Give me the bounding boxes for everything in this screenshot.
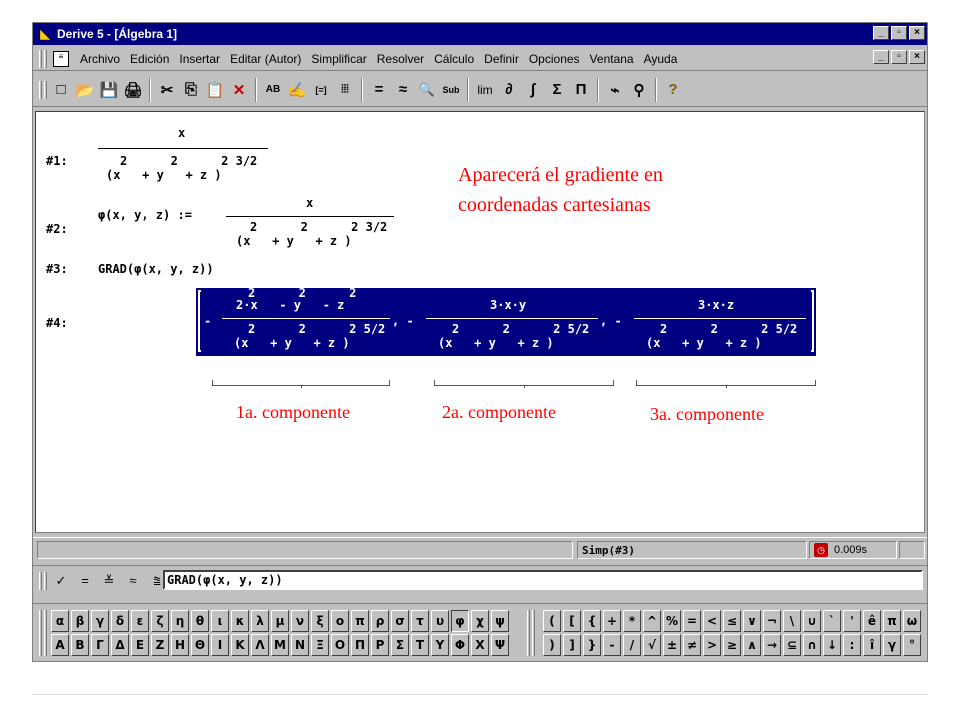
toolbar — [33, 73, 927, 107]
math-symbol-0-17-button[interactable]: π — [883, 610, 901, 632]
doc-minimize-button[interactable]: _ — [873, 50, 889, 64]
greek-symbol-0-14-button[interactable]: ο — [331, 610, 349, 632]
greek-symbol-0-11-button[interactable]: μ — [271, 610, 289, 632]
expr4-selected-result[interactable] — [196, 288, 816, 356]
greek-symbol-1-17-button[interactable]: Σ — [391, 634, 409, 656]
greek-symbol-1-20-button[interactable]: Φ — [451, 634, 469, 656]
comp3-den-exponents: 2 2 2 5/2 — [660, 322, 798, 336]
greek-symbol-1-7-button[interactable]: Θ — [191, 634, 209, 656]
enter-approximate-2-icon[interactable]: ⩰ — [153, 572, 161, 588]
greek-symbol-1-22-button[interactable]: Ψ — [491, 634, 509, 656]
comp1-num-exponents: 2 2 2 — [248, 286, 357, 300]
greek-symbol-1-10-button[interactable]: Λ — [251, 634, 269, 656]
menu-resolver[interactable]: Resolver — [376, 51, 425, 66]
greek-symbol-0-7-button[interactable]: θ — [191, 610, 209, 632]
expression-label-3[interactable]: #3: — [46, 262, 68, 276]
help-icon[interactable]: ? — [668, 81, 678, 98]
expression-label-1[interactable]: #1: — [46, 154, 68, 168]
status-extra — [899, 541, 925, 559]
math-symbol-1-12-button[interactable]: ⊆ — [783, 634, 801, 656]
math-symbol-0-8-button[interactable]: < — [703, 610, 721, 632]
math-symbol-0-2-button[interactable]: { — [583, 610, 601, 632]
copy-icon[interactable]: ⎘ — [184, 81, 197, 98]
brace-component-2 — [434, 380, 614, 386]
comp2-denominator: (x + y + z ) — [438, 336, 554, 350]
matrix-icon[interactable]: ⦙⦙⦙ — [341, 83, 349, 95]
greek-symbol-0-6-button[interactable]: η — [171, 610, 189, 632]
paste-icon[interactable]: 📋 — [205, 81, 225, 99]
comp3-denominator: (x + y + z ) — [646, 336, 762, 350]
greek-symbol-0-19-button[interactable]: υ — [431, 610, 449, 632]
greek-symbol-0-4-button[interactable]: ε — [131, 610, 149, 632]
greek-symbol-0-21-button[interactable]: χ — [471, 610, 489, 632]
save-disk-icon[interactable]: 💾 — [99, 81, 119, 99]
expr1-numerator[interactable]: x — [178, 126, 186, 140]
open-folder-icon[interactable]: 📂 — [75, 81, 95, 99]
math-symbol-1-6-button[interactable]: ± — [663, 634, 681, 656]
comp1-fraction-bar — [222, 318, 390, 319]
expr1-fraction-bar — [98, 148, 268, 149]
math-symbol-1-10-button[interactable]: ∧ — [743, 634, 761, 656]
math-symbol-1-1-button[interactable]: ] — [563, 634, 581, 656]
derive-app-icon: ◣ — [40, 27, 50, 41]
status-timer — [809, 541, 897, 559]
product-icon[interactable]: Π — [575, 81, 587, 98]
math-symbol-1-15-button[interactable]: : — [843, 634, 861, 656]
doc-close-button[interactable]: × — [909, 50, 925, 64]
sum-icon[interactable]: Σ — [552, 81, 562, 98]
author-expression-icon[interactable]: ✍ — [287, 81, 307, 99]
window-title: Derive 5 - [Álgebra 1] — [57, 27, 178, 41]
derivative-icon[interactable]: ∂ — [505, 81, 513, 98]
math-symbol-0-6-button[interactable]: % — [663, 610, 681, 632]
greek-symbol-1-1-button[interactable]: Β — [71, 634, 89, 656]
math-symbol-0-1-button[interactable]: [ — [563, 610, 581, 632]
derive-window — [32, 22, 928, 662]
math-symbol-0-13-button[interactable]: ∪ — [803, 610, 821, 632]
menu-archivo[interactable]: Archivo — [80, 51, 121, 66]
annotation-line-1: Aparecerá el gradiente en — [458, 164, 663, 186]
menu-calculo[interactable]: Cálculo — [434, 51, 475, 66]
menu-editar[interactable]: Editar (Autor) — [230, 51, 302, 66]
expr2-denominator[interactable]: (x + y + z ) — [236, 234, 352, 248]
greek-symbol-1-13-button[interactable]: Ξ — [311, 634, 329, 656]
math-symbol-bar — [543, 610, 923, 656]
math-symbol-1-9-button[interactable]: ≥ — [723, 634, 741, 656]
substitute-icon[interactable]: Sub — [442, 84, 460, 95]
math-symbol-1-14-button[interactable]: ↓ — [823, 634, 841, 656]
approximate-icon[interactable]: ≈ — [398, 81, 408, 98]
greek-symbol-0-12-button[interactable]: ν — [291, 610, 309, 632]
expression-entry-bar — [33, 565, 927, 595]
cut-icon[interactable]: ✂ — [160, 81, 174, 99]
doc-restore-button[interactable]: ▫ — [891, 50, 907, 64]
math-symbol-0-15-button[interactable]: ' — [843, 610, 861, 632]
menu-definir[interactable]: Definir — [484, 51, 519, 66]
timer-icon: ◷ — [814, 543, 828, 557]
menu-bar — [33, 47, 927, 71]
greek-symbol-0-18-button[interactable]: τ — [411, 610, 429, 632]
comp1-sign: - — [204, 314, 219, 328]
greek-symbol-1-12-button[interactable]: Ν — [291, 634, 309, 656]
comp2-sign: , - — [392, 314, 421, 328]
math-symbol-0-12-button[interactable]: \ — [783, 610, 801, 632]
status-message — [37, 541, 573, 559]
status-bar — [33, 537, 927, 561]
comp3-numerator: 3·x·z — [698, 298, 735, 312]
greek-symbol-0-2-button[interactable]: γ — [91, 610, 109, 632]
comp3-sign: , - — [600, 314, 629, 328]
greek-symbol-1-14-button[interactable]: Ο — [331, 634, 349, 656]
greek-symbol-1-15-button[interactable]: Π — [351, 634, 369, 656]
plot-3d-icon[interactable]: ⚲ — [633, 81, 645, 99]
menu-insertar[interactable]: Insertar — [179, 51, 221, 66]
expr1-exponents: 2 2 2 3/2 — [120, 154, 258, 168]
math-symbol-0-16-button[interactable]: ê — [863, 610, 881, 632]
expression-input[interactable]: GRAD(φ(x, y, z)) — [163, 570, 923, 590]
menu-ayuda[interactable]: Ayuda — [643, 51, 678, 66]
expression-label-4[interactable]: #4: — [46, 316, 68, 330]
symbol-toolbars — [33, 603, 927, 661]
expr1-denominator[interactable]: (x + y + z ) — [106, 168, 222, 182]
plot-2d-icon[interactable]: ⌁ — [610, 81, 620, 99]
greek-symbol-1-5-button[interactable]: Ζ — [151, 634, 169, 656]
bottom-rule — [32, 694, 928, 695]
expr3-grad[interactable]: GRAD(φ(x, y, z)) — [98, 262, 214, 276]
math-symbol-1-17-button[interactable]: γ — [883, 634, 901, 656]
math-symbol-0-14-button[interactable]: ` — [823, 610, 841, 632]
brace-component-3 — [636, 380, 816, 386]
minimize-button[interactable]: _ — [873, 26, 889, 40]
comp1-denominator: (x + y + z ) — [234, 336, 350, 350]
math-symbol-1-2-button[interactable]: } — [583, 634, 601, 656]
math-symbol-1-18-button[interactable]: ° — [903, 634, 921, 656]
text-object-icon[interactable]: AB — [265, 84, 281, 95]
math-symbol-1-7-button[interactable]: ≠ — [683, 634, 701, 656]
greek-symbol-0-17-button[interactable]: σ — [391, 610, 409, 632]
expr2-fraction-bar — [226, 216, 394, 217]
brace-component-1 — [212, 380, 390, 386]
greek-symbol-0-9-button[interactable]: κ — [231, 610, 249, 632]
comp3-fraction-bar — [634, 318, 806, 319]
limit-icon[interactable]: lim — [477, 82, 493, 97]
enter-approximate-icon[interactable]: ≈ — [129, 573, 137, 588]
math-symbol-0-5-button[interactable]: ^ — [643, 610, 661, 632]
greek-symbol-1-0-button[interactable]: Α — [51, 634, 69, 656]
comp2-den-exponents: 2 2 2 5/2 — [452, 322, 590, 336]
menu-grip — [39, 50, 42, 68]
component-label-2: 2a. componente — [442, 402, 556, 422]
greek-symbol-1-9-button[interactable]: Κ — [231, 634, 249, 656]
math-symbol-1-13-button[interactable]: ∩ — [803, 634, 821, 656]
math-symbol-0-0-button[interactable]: ( — [543, 610, 561, 632]
math-symbol-0-9-button[interactable]: ≤ — [723, 610, 741, 632]
greek-symbol-1-18-button[interactable]: Τ — [411, 634, 429, 656]
print-icon[interactable]: 🖨 — [123, 81, 143, 99]
greek-symbol-0-0-button[interactable]: α — [51, 610, 69, 632]
status-expression: Simp(#3) — [577, 541, 807, 559]
title-bar — [33, 23, 927, 45]
greek-symbol-0-22-button[interactable]: ψ — [491, 610, 509, 632]
comp1-numerator: 2·x - y - z — [236, 298, 345, 312]
comp2-numerator: 3·x·y — [490, 298, 527, 312]
close-button[interactable]: × — [909, 26, 925, 40]
math-symbol-1-4-button[interactable]: / — [623, 634, 641, 656]
greek-symbol-0-10-button[interactable]: λ — [251, 610, 269, 632]
annotation-line-2: coordenadas cartesianas — [458, 194, 651, 216]
greek-symbol-0-13-button[interactable]: ξ — [311, 610, 329, 632]
enter-simplify-icon[interactable]: = — [81, 573, 89, 588]
math-symbol-1-3-button[interactable]: - — [603, 634, 621, 656]
math-symbol-1-8-button[interactable]: > — [703, 634, 721, 656]
greek-symbol-1-8-button[interactable]: Ι — [211, 634, 229, 656]
component-label-1: 1a. componente — [236, 402, 350, 422]
menu-ventana[interactable]: Ventana — [589, 51, 634, 66]
expr2-exponents: 2 2 2 3/2 — [250, 220, 388, 234]
math-symbol-1-5-button[interactable]: √ — [643, 634, 661, 656]
greek-symbol-0-15-button[interactable]: π — [351, 610, 369, 632]
delete-icon[interactable]: ✕ — [232, 81, 246, 99]
left-bracket — [198, 290, 201, 352]
new-file-icon[interactable]: □ — [56, 81, 66, 98]
greek-symbol-0-5-button[interactable]: ζ — [151, 610, 169, 632]
algebra-window[interactable] — [35, 111, 925, 533]
solve-icon[interactable]: 🔍 — [418, 81, 436, 97]
simplify-icon[interactable]: = — [374, 81, 384, 98]
right-bracket — [811, 290, 814, 352]
math-symbol-1-0-button[interactable]: ) — [543, 634, 561, 656]
greek-symbol-0-20-button[interactable]: φ — [451, 610, 469, 632]
component-label-3: 3a. componente — [650, 404, 764, 424]
math-symbol-0-4-button[interactable]: * — [623, 610, 641, 632]
comp2-fraction-bar — [426, 318, 598, 319]
timer-value: 0.009s — [834, 544, 868, 556]
greek-symbol-0-16-button[interactable]: ρ — [371, 610, 389, 632]
math-symbol-0-3-button[interactable]: + — [603, 610, 621, 632]
math-symbol-0-11-button[interactable]: ¬ — [763, 610, 781, 632]
annotation-text — [458, 160, 663, 220]
greek-symbol-bar — [51, 610, 511, 656]
math-symbol-0-7-button[interactable]: = — [683, 610, 701, 632]
menu-simplificar[interactable]: Simplificar — [311, 51, 367, 66]
expr2-lhs[interactable]: φ(x, y, z) := — [98, 208, 192, 222]
check-icon[interactable]: ✓ — [55, 572, 67, 588]
document-icon[interactable]: ≡ — [53, 51, 69, 67]
greek-symbol-0-3-button[interactable]: δ — [111, 610, 129, 632]
greek-symbol-1-4-button[interactable]: Ε — [131, 634, 149, 656]
menu-edicion[interactable]: Edición — [130, 51, 170, 66]
greek-symbol-1-19-button[interactable]: Υ — [431, 634, 449, 656]
greek-symbol-1-2-button[interactable]: Γ — [91, 634, 109, 656]
expr2-numerator[interactable]: x — [306, 196, 314, 210]
maximize-button[interactable]: ▫ — [891, 26, 907, 40]
greek-symbol-1-6-button[interactable]: Η — [171, 634, 189, 656]
menu-opciones[interactable]: Opciones — [528, 51, 580, 66]
math-symbol-0-18-button[interactable]: ω — [903, 610, 921, 632]
comp1-den-exponents: 2 2 2 5/2 — [248, 322, 386, 336]
enter-simplify-2-icon[interactable]: ≚ — [103, 572, 115, 588]
greek-symbol-0-8-button[interactable]: ι — [211, 610, 229, 632]
greek-symbol-1-11-button[interactable]: Μ — [271, 634, 289, 656]
integral-icon[interactable]: ∫ — [530, 81, 536, 98]
greek-symbol-1-21-button[interactable]: Χ — [471, 634, 489, 656]
greek-symbol-1-16-button[interactable]: Ρ — [371, 634, 389, 656]
math-symbol-0-10-button[interactable]: ∨ — [743, 610, 761, 632]
math-symbol-1-16-button[interactable]: î — [863, 634, 881, 656]
expression-label-2[interactable]: #2: — [46, 222, 68, 236]
math-symbol-1-11-button[interactable]: → — [763, 634, 781, 656]
vector-icon[interactable]: [=] — [315, 84, 327, 95]
greek-symbol-0-1-button[interactable]: β — [71, 610, 89, 632]
greek-symbol-1-3-button[interactable]: Δ — [111, 634, 129, 656]
